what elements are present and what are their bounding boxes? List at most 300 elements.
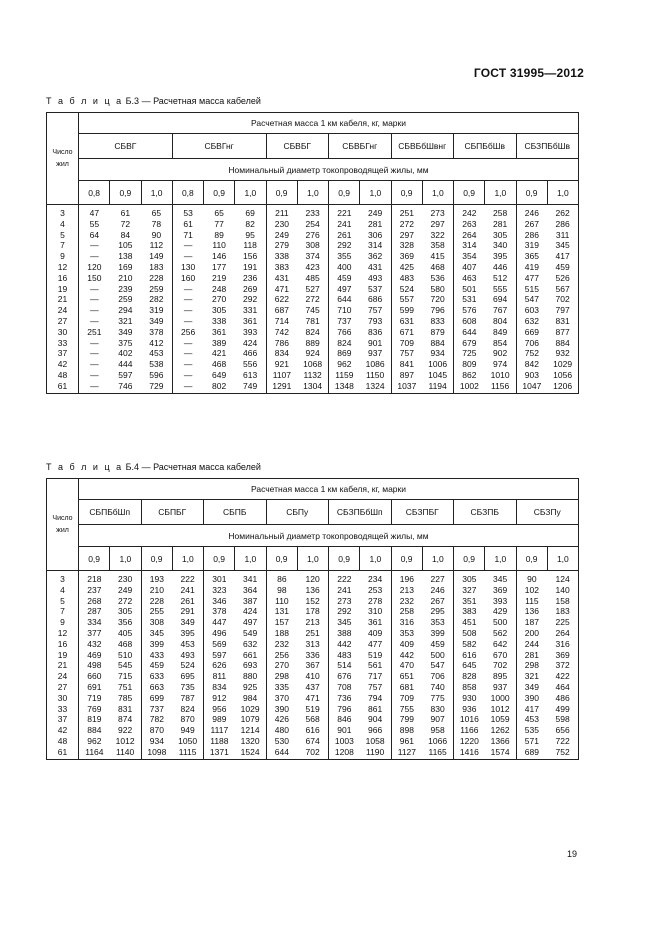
mass-value-cell: 477 <box>516 273 547 284</box>
table-row <box>47 725 579 736</box>
brand-header: СБЗПБ <box>454 500 517 525</box>
mass-value-cell: 294 <box>118 305 133 316</box>
mass-value-cell: 278 <box>360 596 391 607</box>
mass-value-cell: 316 <box>391 617 422 628</box>
mass-value-cell: 279 <box>266 240 297 251</box>
mass-value-cell: 962 <box>79 736 110 747</box>
diameter-value: 0,9 <box>329 547 360 571</box>
cores-count-cell: 3 <box>47 205 79 219</box>
mass-value-cell: — <box>172 359 203 370</box>
mass-value-cell: 796 <box>329 704 360 715</box>
mass-value-cell: 138 <box>118 251 133 262</box>
mass-value-cell: 314 <box>360 240 391 251</box>
mass-value-cell: 958 <box>422 725 453 736</box>
mass-value-cell: — <box>79 316 110 327</box>
mass-value-cell: 471 <box>266 284 297 295</box>
mass-value-cell: 263 <box>454 219 485 230</box>
table-row <box>47 205 579 219</box>
mass-value-cell: 433 <box>141 650 172 661</box>
diameter-value: 0,9 <box>516 547 547 571</box>
table-row <box>47 571 579 585</box>
page-number: 19 <box>566 849 577 859</box>
mass-value-cell: 757 <box>360 305 391 316</box>
mass-value-cell: 632 <box>235 639 266 650</box>
cores-column-header: Число жил <box>47 113 79 205</box>
mass-value-cell: 251 <box>391 205 422 219</box>
mass-value-cell: 221 <box>329 205 360 219</box>
mass-value-cell: 686 <box>360 294 391 305</box>
mass-value-cell: 884 <box>547 338 578 349</box>
mass-value-cell: 545 <box>110 660 141 671</box>
mass-value-cell: 272 <box>391 219 422 230</box>
diameter-value: 0,9 <box>329 181 360 205</box>
mass-value-cell: 598 <box>547 714 578 725</box>
diameter-value: 0,8 <box>172 181 203 205</box>
mass-value-cell: 305 <box>212 305 227 316</box>
mass-value-cell: — <box>172 240 203 251</box>
table-row <box>47 704 579 715</box>
table-row <box>47 219 579 230</box>
brand-header: СБВБГнг <box>329 134 392 159</box>
mass-value-cell: 387 <box>235 596 266 607</box>
mass-value-cell: 409 <box>391 639 422 650</box>
mass-value-cell: 766 <box>329 327 360 338</box>
mass-value-cell: 361 <box>235 316 266 327</box>
mass-value-cell: 442 <box>329 639 360 650</box>
mass-value-cell: 819 <box>79 714 110 725</box>
mass-value-cell: 861 <box>360 704 391 715</box>
mass-value-cell: 377 <box>79 628 110 639</box>
mass-value-cell: 557 <box>391 294 422 305</box>
mass-value-cell: 1291 <box>266 381 297 393</box>
mass-value-cell: 576 <box>454 305 485 316</box>
mass-value-cell: 642 <box>485 639 516 650</box>
mass-value-cell: — <box>172 348 203 359</box>
cores-count-cell: 3 <box>47 571 79 585</box>
mass-value-cell: 353 <box>422 617 453 628</box>
mass-value-cell: 269 <box>235 284 266 295</box>
cores-count-cell: 61 <box>47 747 79 759</box>
mass-value-cell: 751 <box>110 682 141 693</box>
mass-value-cell: 341 <box>235 571 266 585</box>
mass-value-cell: 316 <box>547 639 578 650</box>
mass-value-cell: 669 <box>516 327 547 338</box>
mass-value-cell: 444 <box>118 359 133 370</box>
mass-value-cell: 781 <box>297 316 328 327</box>
mass-value-cell: 419 <box>516 262 547 273</box>
mass-value-cell: 259 <box>118 294 133 305</box>
mass-value-cell: 405 <box>110 628 141 639</box>
mass-value-cell: 459 <box>422 639 453 650</box>
mass-value-cell: 709 <box>391 338 422 349</box>
mass-value-cell: 313 <box>297 639 328 650</box>
mass-value-cell: 1000 <box>485 693 516 704</box>
mass-value-cell: 55 <box>79 219 110 230</box>
mass-value-cell: 477 <box>360 639 391 650</box>
mass-value-cell: 526 <box>547 273 578 284</box>
mass-value-cell: 740 <box>422 682 453 693</box>
mass-value-cell: 242 <box>454 205 485 219</box>
mass-value-cell: 644 <box>329 294 360 305</box>
mass-value-cell: — <box>172 316 203 327</box>
table-row <box>47 736 579 747</box>
mass-value-cell: 314 <box>454 240 485 251</box>
cores-count-cell: 7 <box>47 240 79 251</box>
mass-value-cell: 471 <box>297 693 328 704</box>
mass-value-cell: 292 <box>329 240 360 251</box>
mass-value-cell: 346 <box>204 596 235 607</box>
header-row-mass <box>47 113 579 134</box>
cores-count-cell: 4 <box>47 585 79 596</box>
table-row <box>47 585 579 596</box>
mass-value-cell: 1214 <box>235 725 266 736</box>
mass-value-cell: 86 <box>266 571 297 585</box>
table-b3-caption <box>46 96 261 106</box>
mass-value-cell: 95 <box>235 230 266 241</box>
mass-value-cell: — <box>172 381 203 393</box>
mass-value-cell: 156 <box>235 251 266 262</box>
mass-value-cell: 210 <box>141 585 172 596</box>
mass-value-cell: 858 <box>454 682 485 693</box>
mass-value-cell: 880 <box>235 671 266 682</box>
mass-value-cell: 1324 <box>360 381 391 393</box>
mass-value-cell: 459 <box>547 262 578 273</box>
mass-value-cell: 308 <box>141 617 172 628</box>
mass-value-cell: 757 <box>391 348 422 359</box>
mass-value-cell: 71 <box>172 230 203 241</box>
mass-value-cell: 663 <box>141 682 172 693</box>
mass-value-cell: 934 <box>422 348 453 359</box>
diameter-value: 1,0 <box>172 547 203 571</box>
mass-value-cell: — <box>79 305 110 316</box>
brand-header: СБВБГ <box>266 134 329 159</box>
caption-prefix: Т а б л и ц а <box>46 462 124 472</box>
mass-value-cell: 496 <box>204 628 235 639</box>
mass-value-cell: 561 <box>360 660 391 671</box>
mass-value-cell: 442 <box>391 650 422 661</box>
mass-value-cell: 47 <box>79 205 110 219</box>
mass-value-cell: 549 <box>235 628 266 639</box>
mass-value-cell: 901 <box>360 338 391 349</box>
table-row <box>47 359 579 370</box>
diameter-value: 0,9 <box>266 547 297 571</box>
mass-value-cell: 510 <box>110 650 141 661</box>
mass-value-cell: 369 <box>485 585 516 596</box>
table-row <box>47 316 579 327</box>
mass-value-cell: 1194 <box>422 381 453 393</box>
mass-value-cell: 393 <box>485 596 516 607</box>
mass-value-cell: 230 <box>266 219 297 230</box>
mass-value-cell: 912 <box>204 693 235 704</box>
mass-value-cell: 569 <box>204 639 235 650</box>
mass-value-cell: 468 <box>422 262 453 273</box>
mass-value-cell: 446 <box>485 262 516 273</box>
mass-value-cell: 426 <box>266 714 297 725</box>
mass-value-cell: 319 <box>516 240 547 251</box>
mass-value-cell: — <box>79 284 110 295</box>
mass-value-cell: 246 <box>422 585 453 596</box>
mass-value-cell: 633 <box>141 671 172 682</box>
mass-value-cell: 556 <box>235 359 266 370</box>
mass-value-cell: 409 <box>360 628 391 639</box>
mass-value-cell: 824 <box>172 704 203 715</box>
mass-value-cell: 211 <box>266 205 297 219</box>
mass-value-cell: 603 <box>516 305 547 316</box>
standard-number: ГОСТ 31995—2012 <box>473 66 584 80</box>
mass-value-cell: 130 <box>172 262 203 273</box>
mass-value-cell: 230 <box>110 571 141 585</box>
mass-value-cell: 693 <box>235 660 266 671</box>
mass-value-cell: 651 <box>391 671 422 682</box>
diameter-value: 0,9 <box>110 181 141 205</box>
mass-value-cell: 1416 <box>454 747 485 759</box>
mass-value-cell: 295 <box>422 606 453 617</box>
mass-value-cell: 714 <box>266 316 297 327</box>
brand-header: СБВГнг <box>172 134 266 159</box>
cores-count-cell: 16 <box>47 273 79 284</box>
mass-value-cell: 272 <box>110 596 141 607</box>
cores-count-cell: 12 <box>47 262 79 273</box>
mass-value-cell: 499 <box>547 704 578 715</box>
mass-value-cell: 922 <box>110 725 141 736</box>
mass-value-cell: 131 <box>266 606 297 617</box>
diameter-value: 1,0 <box>360 181 391 205</box>
mass-value-cell: 308 <box>297 240 328 251</box>
mass-value-cell: 514 <box>329 660 360 671</box>
mass-value-cell: 1156 <box>485 381 516 393</box>
mass-value-cell: 358 <box>422 240 453 251</box>
mass-value-cell: 82 <box>235 219 266 230</box>
mass-value-cell: — <box>79 359 110 370</box>
cores-count-cell: 27 <box>47 682 79 693</box>
mass-value-cell: 468 <box>110 639 141 650</box>
mass-value-cell: 907 <box>422 714 453 725</box>
cores-count-cell: 16 <box>47 639 79 650</box>
diameter-value: 1,0 <box>360 547 391 571</box>
mass-value-cell: 178 <box>297 606 328 617</box>
mass-value-cell: 64 <box>79 230 110 241</box>
mass-value-cell: 61 <box>120 208 131 218</box>
mass-value-cell: 949 <box>172 725 203 736</box>
mass-value-cell: 286 <box>516 230 547 241</box>
table-row <box>47 262 579 273</box>
mass-value-cell: 493 <box>360 273 391 284</box>
diameter-value: 0,9 <box>266 181 297 205</box>
mass-value-cell: 305 <box>485 230 516 241</box>
mass-value-cell: 102 <box>516 585 547 596</box>
mass-value-cell: 258 <box>485 205 516 219</box>
diameter-value: 1,0 <box>485 181 516 205</box>
mass-value-cell: 188 <box>266 628 297 639</box>
table-row <box>47 714 579 725</box>
mass-value-cell: 895 <box>485 671 516 682</box>
mass-value-cell: 1127 <box>391 747 422 759</box>
diameter-value: 0,9 <box>454 181 485 205</box>
mass-value-cell: 1086 <box>360 359 391 370</box>
mass-value-cell: 273 <box>329 596 360 607</box>
mass-value-cell: 105 <box>118 240 133 251</box>
mass-value-cell: 660 <box>79 671 110 682</box>
mass-value-cell: 110 <box>266 596 297 607</box>
mass-value-cell: 1164 <box>79 747 110 759</box>
mass-value-cell: 580 <box>422 284 453 295</box>
diameter-value: 0,9 <box>391 547 422 571</box>
mass-value-cell: 470 <box>391 660 422 671</box>
mass-value-cell: 1166 <box>454 725 485 736</box>
mass-value-cell: 519 <box>297 704 328 715</box>
table-row <box>47 294 579 305</box>
mass-value-cell: 870 <box>141 725 172 736</box>
mass-value-cell: 849 <box>485 327 516 338</box>
brand-header: СБПу <box>266 500 329 525</box>
mass-value-cell: 769 <box>79 704 110 715</box>
mass-header: Расчетная масса 1 км кабеля, кг, марки <box>79 479 579 500</box>
mass-value-cell: 423 <box>297 262 328 273</box>
mass-value-cell: 599 <box>391 305 422 316</box>
mass-value-cell: 932 <box>547 348 578 359</box>
mass-value-cell: 120 <box>79 262 110 273</box>
caption-number: Б.4 <box>125 462 140 472</box>
mass-value-cell: 233 <box>297 205 328 219</box>
mass-value-cell: 267 <box>516 219 547 230</box>
mass-header: Расчетная масса 1 км кабеля, кг, марки <box>79 113 579 134</box>
table-row <box>47 660 579 671</box>
mass-value-cell: 854 <box>485 338 516 349</box>
mass-value-cell: 353 <box>391 628 422 639</box>
table-row <box>47 284 579 295</box>
mass-value-cell: 796 <box>422 305 453 316</box>
mass-value-cell: 785 <box>110 693 141 704</box>
mass-value-cell: 345 <box>485 571 516 585</box>
mass-value-cell: 258 <box>391 606 422 617</box>
mass-value-cell: 270 <box>212 294 227 305</box>
mass-value-cell: 345 <box>329 617 360 628</box>
mass-value-cell: 268 <box>79 596 110 607</box>
mass-value-cell: 261 <box>172 596 203 607</box>
mass-value-cell: 447 <box>204 617 235 628</box>
mass-value-cell: 530 <box>266 736 297 747</box>
mass-value-cell: 355 <box>329 251 360 262</box>
mass-value-cell: 369 <box>547 650 578 661</box>
mass-value-cell: 349 <box>141 316 172 327</box>
mass-value-cell: 375 <box>118 337 133 348</box>
mass-value-cell: 1348 <box>329 381 360 393</box>
mass-value-cell: 830 <box>422 704 453 715</box>
header-row-diameter-values <box>47 547 579 571</box>
mass-value-cell: 497 <box>329 284 360 295</box>
mass-value-cell: 1012 <box>485 704 516 715</box>
mass-value-cell: 737 <box>141 704 172 715</box>
cores-count-cell: 4 <box>47 219 79 230</box>
mass-value-cell: 298 <box>516 660 547 671</box>
mass-value-cell: 90 <box>141 230 172 241</box>
mass-value-cell: 483 <box>329 650 360 661</box>
mass-value-cell: 797 <box>547 305 578 316</box>
mass-value-cell: 757 <box>360 682 391 693</box>
mass-value-cell: 966 <box>360 725 391 736</box>
cores-count-cell: 48 <box>47 370 79 381</box>
mass-value-cell: 370 <box>266 693 297 704</box>
mass-value-cell: 613 <box>235 370 266 381</box>
cores-count-cell: 33 <box>47 704 79 715</box>
mass-value-cell: 310 <box>360 606 391 617</box>
mass-value-cell: 349 <box>172 617 203 628</box>
mass-value-cell: 464 <box>547 682 578 693</box>
mass-value-cell: 661 <box>235 650 266 661</box>
diameter-value: 1,0 <box>297 547 328 571</box>
mass-value-cell: 531 <box>454 294 485 305</box>
header-row-brands <box>47 500 579 525</box>
cores-count-cell: 12 <box>47 628 79 639</box>
mass-value-cell: 112 <box>141 240 172 251</box>
mass-value-cell: 1262 <box>485 725 516 736</box>
table-row <box>47 230 579 241</box>
mass-value-cell: 1320 <box>235 736 266 747</box>
mass-value-cell: 422 <box>547 671 578 682</box>
cores-count-cell: 30 <box>47 693 79 704</box>
mass-value-cell: 719 <box>79 693 110 704</box>
mass-value-cell: 225 <box>547 617 578 628</box>
mass-value-cell: 412 <box>141 338 172 349</box>
mass-value-cell: 632 <box>516 316 547 327</box>
mass-value-cell: 264 <box>454 230 485 241</box>
mass-value-cell: — <box>79 348 110 359</box>
table-row <box>47 305 579 316</box>
brand-header: СБПБбШв <box>454 134 517 159</box>
mass-value-cell: 213 <box>297 617 328 628</box>
mass-value-cell: 699 <box>141 693 172 704</box>
mass-value-cell: 1190 <box>360 747 391 759</box>
mass-value-cell: 571 <box>516 736 547 747</box>
mass-value-cell: 222 <box>172 571 203 585</box>
mass-value-cell: 1150 <box>360 370 391 381</box>
mass-value-cell: 301 <box>204 571 235 585</box>
mass-value-cell: 924 <box>297 348 328 359</box>
mass-value-cell: 804 <box>485 316 516 327</box>
mass-value-cell: 608 <box>454 316 485 327</box>
mass-value-cell: 402 <box>118 348 133 359</box>
mass-value-cell: 150 <box>79 273 110 284</box>
mass-value-cell: 210 <box>118 272 133 283</box>
mass-value-cell: 644 <box>454 327 485 338</box>
mass-value-cell: 424 <box>235 606 266 617</box>
mass-value-cell: 921 <box>266 359 297 370</box>
mass-value-cell: 90 <box>516 571 547 585</box>
mass-value-cell: 345 <box>547 240 578 251</box>
mass-value-cell: 1006 <box>422 359 453 370</box>
mass-value-cell: 884 <box>79 725 110 736</box>
mass-value-cell: 187 <box>516 617 547 628</box>
mass-value-cell: 417 <box>516 704 547 715</box>
mass-value-cell: 327 <box>454 585 485 596</box>
mass-value-cell: 389 <box>212 337 227 348</box>
mass-value-cell: 421 <box>212 348 227 359</box>
mass-value-cell: 568 <box>297 714 328 725</box>
mass-value-cell: 897 <box>391 370 422 381</box>
mass-value-cell: 1037 <box>391 381 422 393</box>
mass-value-cell: 232 <box>266 639 297 650</box>
mass-value-cell: 410 <box>297 671 328 682</box>
table-b4-caption <box>46 462 261 472</box>
mass-value-cell: 1206 <box>547 381 578 393</box>
mass-value-cell: 870 <box>172 714 203 725</box>
mass-value-cell: 862 <box>454 370 485 381</box>
mass-value-cell: 1366 <box>485 736 516 747</box>
diameter-value: 1,0 <box>547 181 578 205</box>
mass-value-cell: 219 <box>212 272 227 283</box>
mass-value-cell: 115 <box>516 596 547 607</box>
mass-value-cell: 745 <box>297 305 328 316</box>
